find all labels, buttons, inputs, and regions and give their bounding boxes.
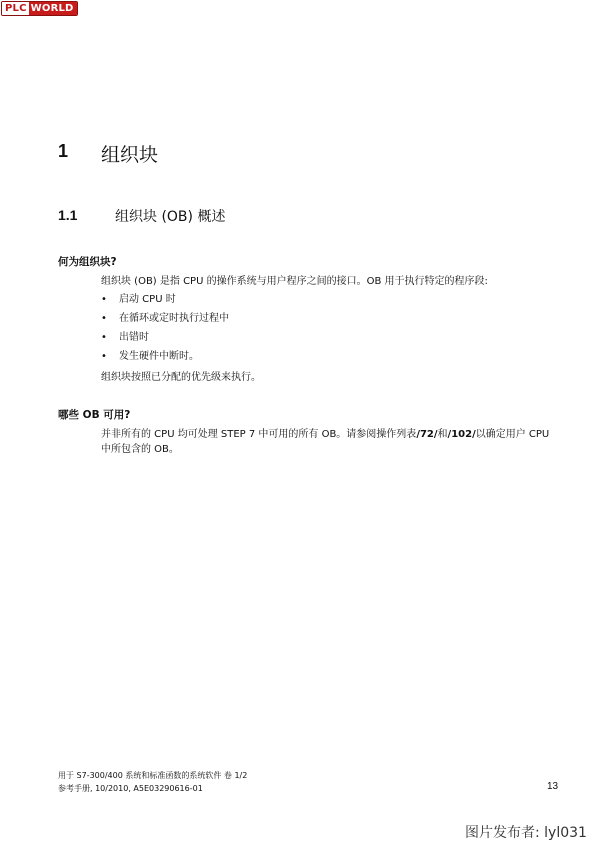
ob-intro-paragraph: 组织块 (OB) 是指 CPU 的操作系统与用户程序之间的接口。OB 用于执行特定的程序段: xyxy=(101,276,488,287)
publisher-watermark: 图片发布者: lyl031 xyxy=(465,825,587,841)
list-item xyxy=(101,330,229,349)
section-title: 组织块 (OB) 概述 xyxy=(115,209,226,225)
heading-pre: 哪些 xyxy=(58,409,83,421)
list-item-text: 出错时 xyxy=(119,332,149,343)
paragraph-text: 和 xyxy=(437,429,448,440)
page-number: 13 xyxy=(547,781,559,792)
bullet-icon: • xyxy=(101,332,107,343)
available-obs-paragraph xyxy=(101,427,561,457)
plcworld-logo xyxy=(1,1,78,16)
question-heading-available-obs xyxy=(58,407,130,422)
reference-link[interactable]: /72/ xyxy=(416,429,438,440)
list-item-text: 在循环或定时执行过程中 xyxy=(119,313,229,324)
logo-plc-text: PLC xyxy=(2,2,29,15)
paragraph-text: 并非所有的 CPU 均可处理 STEP 7 中可用的所有 OB。请参阅操作列表 xyxy=(101,429,417,440)
ob-use-list xyxy=(101,292,229,368)
chapter-number: 1 xyxy=(58,141,69,161)
reference-link[interactable]: /102/ xyxy=(447,429,476,440)
list-item-text: 发生硬件中断时。 xyxy=(119,351,199,362)
list-item xyxy=(101,349,229,368)
footer-manual-ref: 参考手册, 10/2010, A5E03290616-01 xyxy=(58,784,203,793)
question-heading-what-is-ob: 何为组织块? xyxy=(58,256,117,268)
priority-paragraph: 组织块按照已分配的优先级来执行。 xyxy=(101,372,261,383)
bullet-icon: • xyxy=(101,294,107,305)
footer-manual-title: 用于 S7-300/400 系统和标准函数的系统软件 卷 1/2 xyxy=(58,771,248,780)
bullet-icon: • xyxy=(101,313,107,324)
bullet-icon: • xyxy=(101,351,107,362)
list-item xyxy=(101,311,229,330)
chapter-title: 组织块 xyxy=(101,144,159,166)
list-item xyxy=(101,292,229,311)
list-item-text: 启动 CPU 时 xyxy=(119,294,176,305)
heading-ob: OB xyxy=(82,409,100,421)
logo-world-text: WORLD xyxy=(29,2,77,15)
heading-post: 可用? xyxy=(99,409,131,421)
section-number: 1.1 xyxy=(58,207,78,223)
paragraph-text: 以确定用户 CPU 中所包含的 OB。 xyxy=(101,429,550,455)
